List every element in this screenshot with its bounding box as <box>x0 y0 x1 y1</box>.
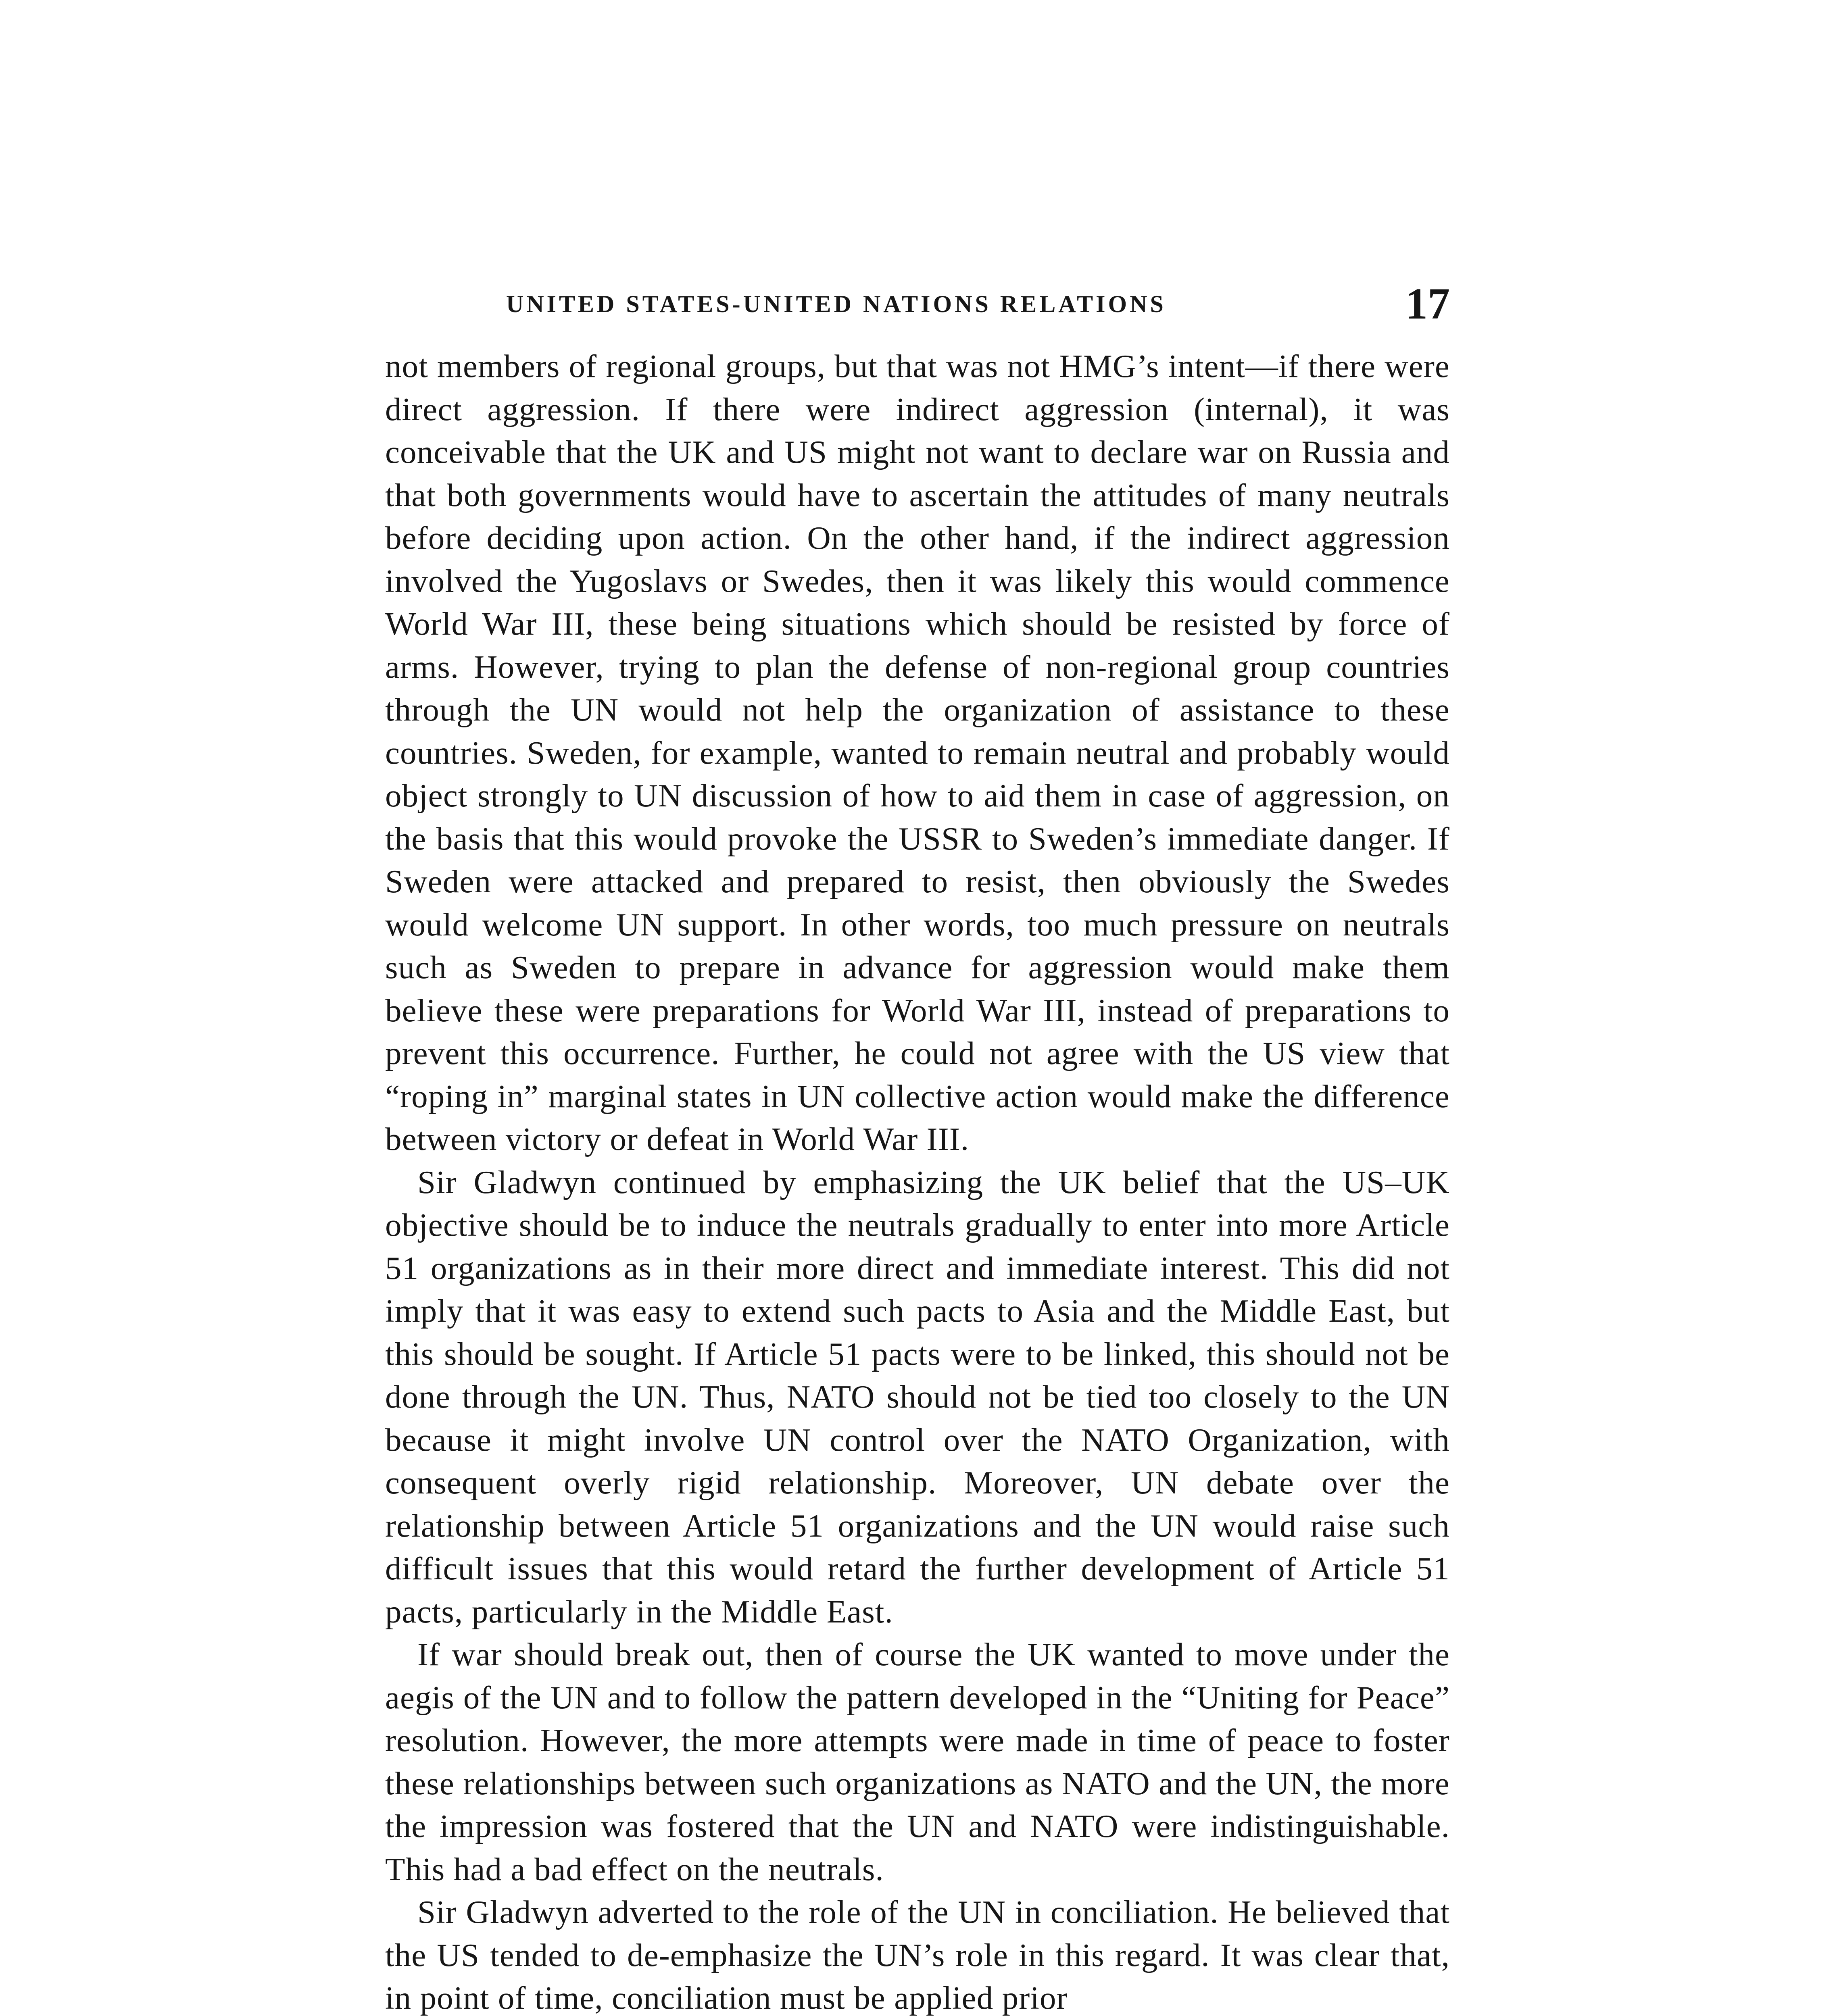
page-number: 17 <box>1405 279 1450 328</box>
running-head <box>385 278 1450 339</box>
paragraph-2: Sir Gladwyn continued by emphasizing the UK belief that the US–UK objective should be to induce the neutrals gradually to enter into more Article 51 organizations as in their more direct and immediate interest. This did not imply that it was easy to extend such pacts to Asia and the Middle East, but this should be sought. If Article 51 pacts were to be linked, this should not be done through the UN. Thus, NATO should not be tied too closely to the UN because it might involve UN control over the NATO Organization, with consequent overly rigid relationship. Moreover, UN debate over the relationship between Article 51 organizations and the UN would raise such difficult issues that this would retard the further development of Article 51 pacts, particularly in the Middle East. <box>385 1164 1450 1630</box>
body-text <box>385 345 1450 2016</box>
paragraph-3: If war should break out, then of course the UK wanted to move under the aegis of the UN and to follow the pattern developed in the “Uniting for Peace” resolution. However, the more attempts were made in time of peace to foster these relationships between such organizations as NATO and the UN, the more the impression was fostered that the UN and NATO were indistinguishable. This had a bad effect on the neutrals. <box>385 1636 1450 1887</box>
paragraph-4: Sir Gladwyn adverted to the role of the UN in conciliation. He believed that the US tended to de-emphasize the UN’s role in this regard. It was clear that, in point of time, conciliation must be applied prior <box>385 1894 1450 2016</box>
paragraph-1: not members of regional groups, but that was not HMG’s intent—if there were direct aggression. If there were indirect aggression (internal), it was conceivable that the UK and US might not want to declare war on Russia and that both governments would have to ascertain the attitudes of many neutrals before deciding upon action. On the other hand, if the indirect aggression involved the Yugoslavs or Swedes, then it was likely this would commence World War III, these being situations which should be resisted by force of arms. However, trying to plan the defense of non-regional group countries through the UN would not help the organization of assistance to these countries. Sweden, for example, wanted to remain neutral and probably would object strongly to UN discussion of how to aid them in case of aggression, on the basis that this would provoke the USSR to Sweden’s immediate danger. If Sweden were attacked and prepared to resist, then obviously the Swedes would welcome UN support. In other words, too much pressure on neutrals such as Sweden to prepare in advance for aggression would make them believe these were preparations for World War III, instead of preparations to prevent this occurrence. Further, he could not agree with the US view that “roping in” marginal states in UN collective action would make the difference between victory or defeat in World War III. <box>385 348 1450 1157</box>
running-head-title: UNITED STATES-UNITED NATIONS RELATIONS <box>506 291 1166 317</box>
